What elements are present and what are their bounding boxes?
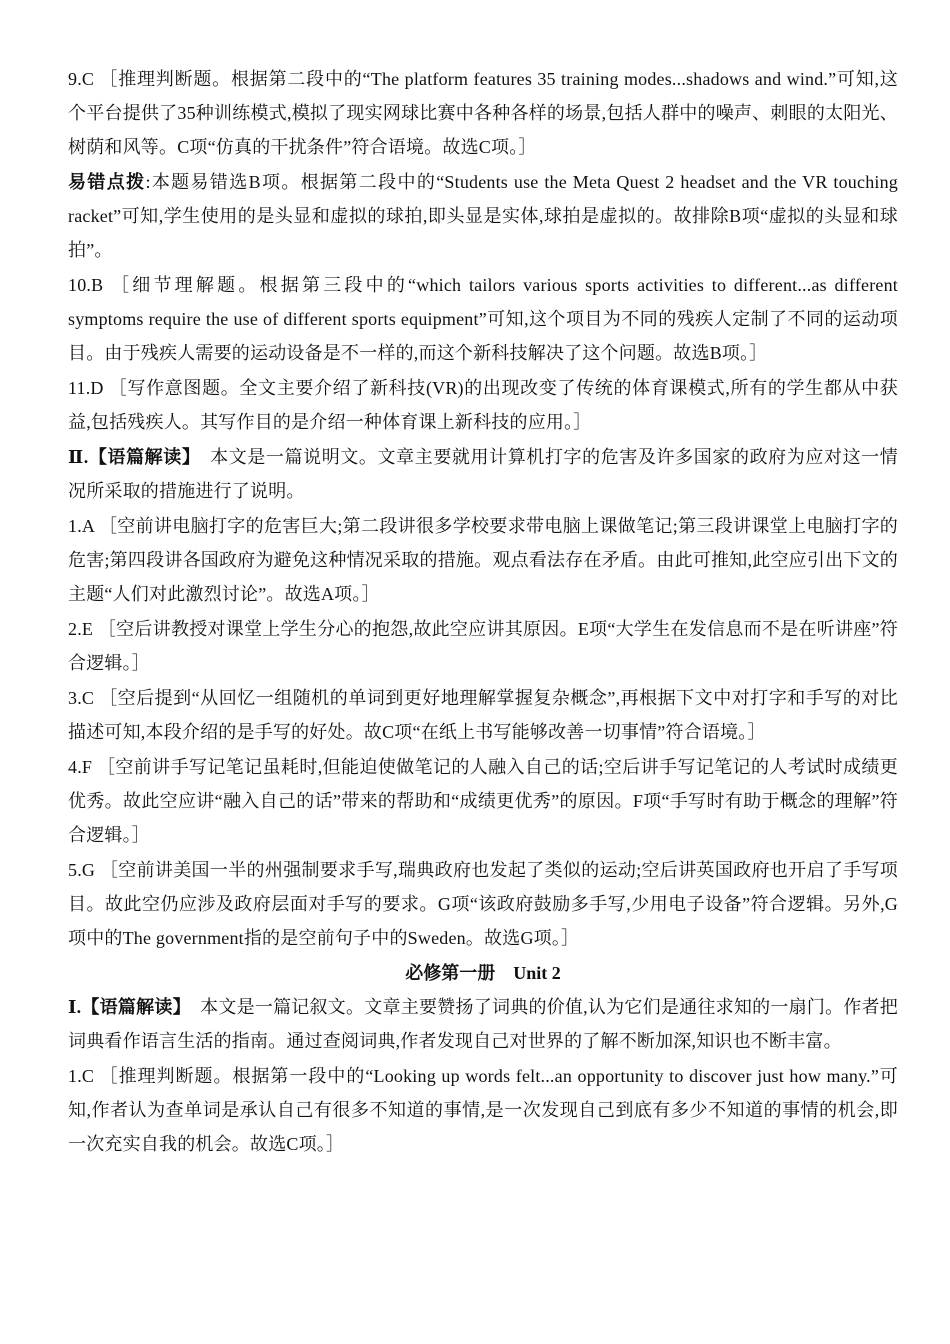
error-tip-label: 易错点拨 (68, 172, 146, 192)
answer-ii-5: 5.G ［空前讲美国一半的州强制要求手写,瑞典政府也发起了类似的运动;空后讲英国政府也开启了手写项目。故此空仍应涉及政府层面对手写的要求。G项“该政府鼓励多手写,少用电子设备”符合逻辑。另外,G项中的The government指的是空前句子中的Sweden。故选G项。］ (68, 860, 898, 948)
passage-analysis-2: Ⅱ.【语篇解读】 本文是一篇说明文。文章主要就用计算机打字的危害及许多国家的政府为应对这一情况所采取的措施进行了说明。 (68, 447, 898, 501)
answer-11: 11.D ［写作意图题。全文主要介绍了新科技(VR)的出现改变了传统的体育课模式,所有的学生都从中获益,包括残疾人。其写作目的是介绍一种体育课上新科技的应用。］ (68, 378, 898, 432)
answer-ii-4: 4.F ［空前讲手写记笔记虽耗时,但能迫使做笔记的人融入自己的话;空后讲手写记笔记的人考试时成绩更优秀。故此空应讲“融入自己的话”带来的帮助和“成绩更优秀”的原因。F项“手写时有助于概念的理解”符合逻辑。］ (68, 757, 898, 845)
passage-analysis-label-unit2: Ⅰ.【语篇解读】 (68, 997, 182, 1017)
passage-analysis-unit2: Ⅰ.【语篇解读】 本文是一篇记叙文。文章主要赞扬了词典的价值,认为它们是通往求知的一扇门。作者把词典看作语言生活的指南。通过查阅词典,作者发现自己对世界的了解不断加深,知识也不断丰富。 (68, 997, 898, 1051)
answer-ii-3: 3.C ［空后提到“从回忆一组随机的单词到更好地理解掌握复杂概念”,再根据下文中对打字和手写的对比描述可知,本段介绍的是手写的好处。故C项“在纸上书写能够改善一切事情”符合语境。］ (68, 688, 898, 742)
answer-9: 9.C ［推理判断题。根据第二段中的“The platform features 35 training modes...shadows and wind.”可知,这个平台提供了35种训练模式,模拟了现实网球比赛中各种各样的场景,包括人群中的噪声、刺眼的太阳光、树荫和风等。C项“仿真的干扰条件”符合语境。故选C项。］ (68, 69, 898, 157)
answer-unit2-1: 1.C ［推理判断题。根据第一段中的“Looking up words felt...an opportunity to discover just how many.”可知,作者认为查单词是承认自己有很多不知道的事情,是一次发现自己到底有多少不知道的事情的机会,即一次充实自我的机会。故选C项。］ (68, 1066, 898, 1154)
passage-analysis-label: Ⅱ.【语篇解读】 (68, 447, 192, 467)
error-tip: 易错点拨:本题易错选B项。根据第二段中的“Students use the Meta Quest 2 headset and the VR touching racket”可知,学生使用的是头显和虚拟的球拍,即头显是实体,球拍是虚拟的。故排除B项“虚拟的头显和球拍”。 (68, 172, 898, 260)
section-title: 必修第一册 Unit 2 (405, 963, 561, 983)
answer-explanation-page (68, 62, 898, 1162)
answer-ii-1: 1.A ［空前讲电脑打字的危害巨大;第二段讲很多学校要求带电脑上课做笔记;第三段讲课堂上电脑打字的危害;第四段讲各国政府为避免这种情况采取的措施。观点看法存在矛盾。由此可推知,此空应引出下文的主题“人们对此激烈讨论”。故选A项。］ (68, 516, 898, 604)
answer-ii-2: 2.E ［空后讲教授对课堂上学生分心的抱怨,故此空应讲其原因。E项“大学生在发信息而不是在听讲座”符合逻辑。］ (68, 619, 898, 673)
answer-10: 10.B ［细节理解题。根据第三段中的“which tailors various sports activities to different...as different symptoms require the use of different sports equipment”可知,这个项目为不同的残疾人定制了不同的运动项目。由于残疾人需要的运动设备是不一样的,而这个新科技解决了这个问题。故选B项。］ (68, 275, 898, 363)
